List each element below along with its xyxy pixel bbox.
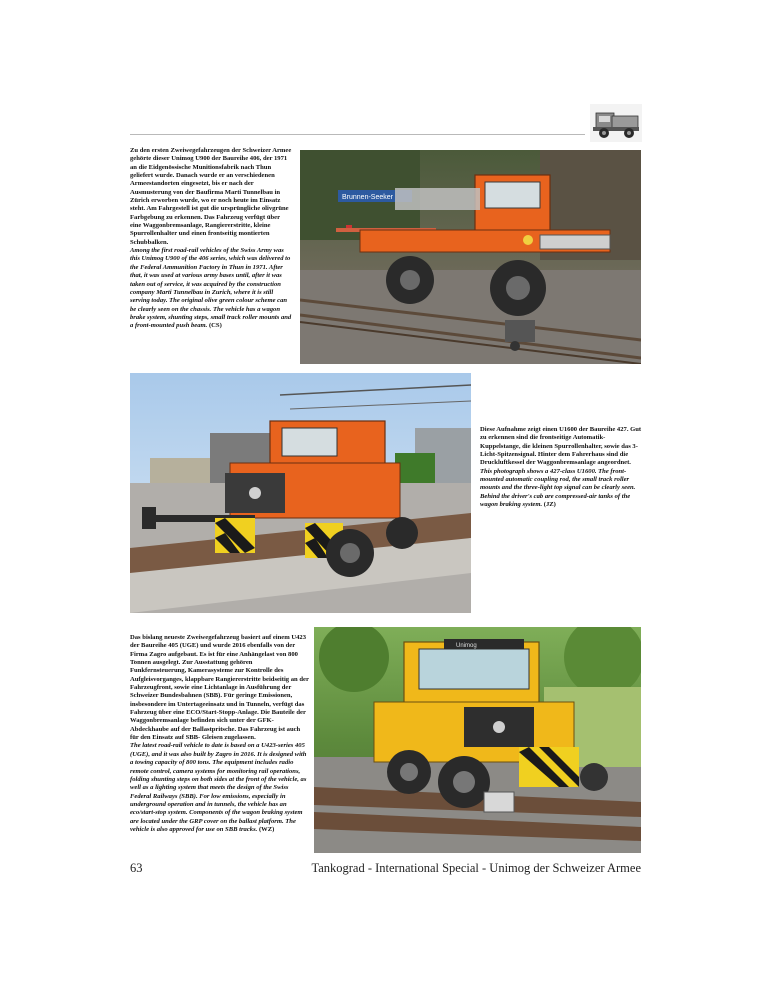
header-vehicle-thumbnail (590, 104, 642, 142)
caption-english: Among the first road-rail vehicles of the Swiss Army was this Unimog U900 of the 406 series, which was delivered to the Federal Ammunition Factory in Thun in 1971. After that, it was used at various army bases until, after it was taken out of service, it was acquired by the construction company Marti Tunnelbau in Zurich, where it is still serving today. The original olive green colour scheme can be clearly seen on the chassis. The vehicle has a wagon brake system, shunting steps, small track roller mounts and a front-mounted push beam. (130, 247, 292, 330)
caption-german: Diese Aufnahme zeigt einen U1600 der Baureihe 427. Gut zu erkennen sind die frontseitige Automatik-Kuppelstange, die kleinen Spurrollenhalter, sowie das 3-Licht-Spitzensignal. Hinter dem Fahrerhaus sind die Druckluftkessel der Waggonbremsanlage angeordnet. (480, 426, 642, 467)
caption-german: Das bislang neueste Zweiwegefahrzeug basiert auf einem U423 der Baureihe 405 (UGE) und wurde 2016 ebenfalls von der Firma Zagro aufgebaut. Es ist für eine Anhängelast von 800 Tonnen ausgelegt. Zur Ausstattung gehören Funkfernsteuerung, Kamerasysteme zur Kontrolle des Aufgleisvorganges, klappbare Rangiererstritte beidseitig an der Fahrzeugfront, sowie eine Lichtanlage in Ausführung der Schweizer Bundesbahnen (SBB). Für geringe Emissionen, insbesondere im Untertageeinsatz und in Tunneln, verfügt das Fahrzeug über eine ECO/Start-Stopp-Anlage. Die Bauteile der Waggonbremsanlage befinden sich unter der GFK-Abdeckhaube auf der Ballastpritsche. Das Fahrzeug ist auch für den Einsatz auf SBB- Gleisen zugelassen. (130, 634, 309, 742)
running-footer-title: Tankograd - International Special - Unimog der Schweizer Armee (311, 861, 641, 875)
photo-u423-yellow (314, 627, 641, 853)
photo-credit: (CS) (208, 322, 222, 330)
photo-credit: (JZ) (543, 501, 556, 509)
photo-u1600-coupling (130, 373, 471, 613)
header-rule (130, 134, 585, 135)
caption-u900 (130, 147, 292, 331)
photo-u900-road-rail (300, 150, 641, 364)
station-sign: Brunnen-Seeker (342, 194, 393, 201)
caption-u423 (130, 634, 310, 834)
caption-english: The latest road-rail vehicle to date is based on a U423-series 405 (UGE), and it was also built by Zagro in 2016. It is designed with a towing capacity of 800 tons. The equipment includes radio remote control, camera systems for monitoring rail operations, folding shunting steps on both sides at the front of the vehicle, as well as a lighting system that meets the design of the Swiss Federal Railways (SBB). For low emissions, especially in underground operation and in tunnels, the vehicle has an eco/start-stop system. Components of the wagon braking system are located under the GRP cover on the ballast platform. The vehicle is also approved for use on SBB tracks. (130, 742, 307, 833)
caption-german: Zu den ersten Zweiwegefahrzeugen der Schweizer Armee gehörte dieser Unimog U900 der Baureihe 406, der 1971 an die Eidgenössische Munitionsfabrik nach Thun geliefert wurde. Danach wurde er an verschiedenen Armeestandorten eingesetzt, bis er nach der Ausmusterung von der Baufirma Marti Tunnelbau in Zürich erworben wurde, wo er noch heute im Einsatz steht. Am Fahrgestell ist gut die ursprüngliche olivgrüne Farbgebung zu erkennen. Das Fahrzeug verfügt über eine Waggonbremsanlage, Rangiererstritte, kleine Spurrollenhalter und einen frontseitig montierten Schubbalken. (130, 147, 292, 246)
caption-english: This photograph shows a 427-class U1600. The front-mounted automatic coupling rod, the small track roller mounts and the three-light top signal can be clearly seen. Behind the driver's cab are compressed-air tanks of the wagon braking system. (480, 467, 636, 509)
page-number: 63 (130, 861, 143, 875)
caption-u1600 (480, 426, 642, 509)
photo-credit: (WZ) (258, 825, 275, 833)
cab-roof-label: Unimog (456, 643, 477, 649)
